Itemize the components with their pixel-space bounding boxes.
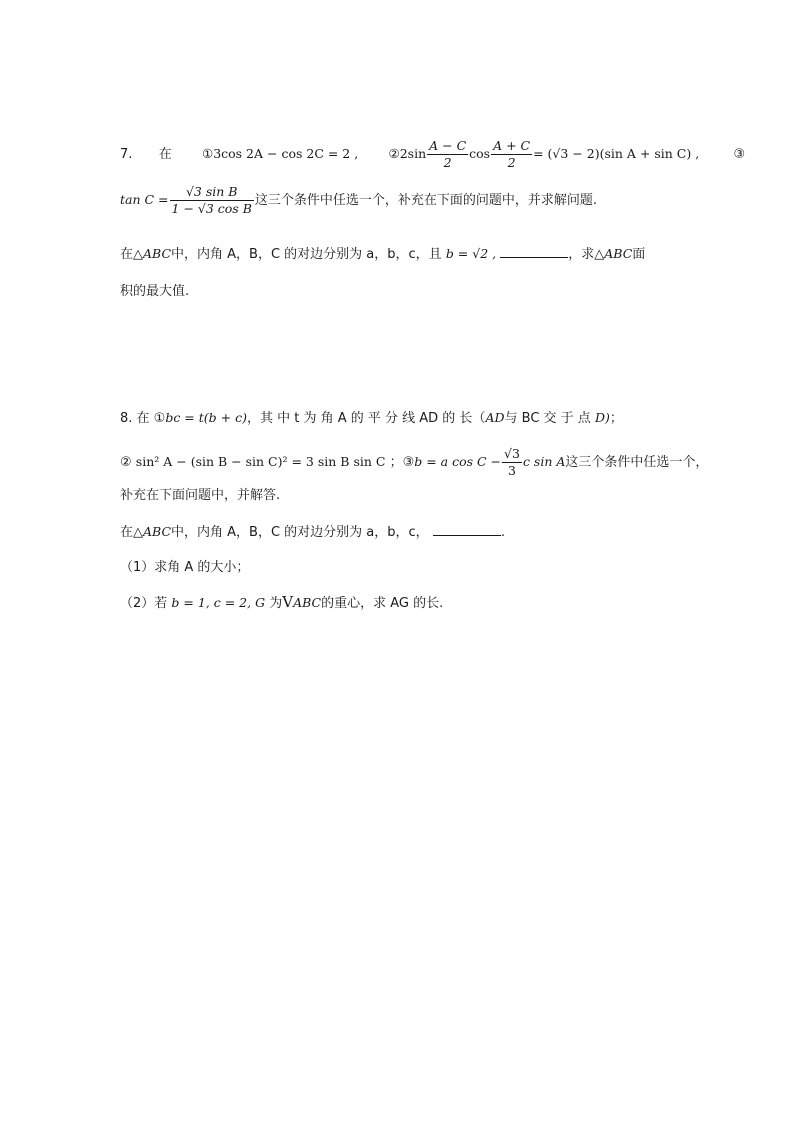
q7-condition-3-tail: 这三个条件中任选一个，补充在下面的问题中，并求解问题.: [254, 193, 598, 208]
q8-text-3: 这三个条件中任选一个，: [565, 455, 709, 470]
q8-line4: [120, 522, 505, 543]
q7-triangle-name-2: ABC: [604, 246, 633, 261]
q8-part-2-text-1: （2）若: [120, 596, 168, 611]
q8-mark-2: ②: [120, 455, 132, 470]
q7-line4: [120, 282, 189, 302]
q8-part-2-text-3: 的重心，求 AG 的长.: [321, 596, 444, 611]
q7-condition-2-suffix: = (√3 − 2)(sin A + sin C) ,: [533, 146, 700, 161]
q8-condition-3-fraction: $\frac{√3}{3}$: [504, 446, 520, 478]
q8-condition-1: bc = t(b + c): [165, 410, 247, 425]
q8-condition-3-part-1: b = a cos C −: [414, 454, 502, 469]
q8-condition-3-part-2: c sin A: [522, 454, 566, 469]
q8-line3: [120, 486, 280, 506]
q8-intro: 8. 在 ①: [120, 411, 166, 426]
q7-intro: 在: [158, 147, 172, 162]
q8-part-2-triangle-name: ABC: [293, 595, 322, 610]
q8-part-2: [120, 592, 443, 614]
q8-text-6: 中，内角 A，B，C 的对边分别为 a，b，c，: [171, 525, 429, 540]
q7-condition-3-mark: ③: [733, 147, 746, 162]
q8-line1: [120, 408, 623, 429]
q8-triangle-symbol: V: [282, 593, 294, 611]
q7-body-text-5: 积的最大值.: [120, 284, 190, 299]
q8-text-5: 在△: [120, 525, 143, 540]
q7-condition-2-fraction-1: $\frac{A - C}{2}$: [429, 138, 467, 170]
q7-condition-1: ①3cos 2A − cos 2C = 2 ,: [201, 146, 359, 161]
q7-given-condition: b = √2 ,: [445, 246, 497, 261]
q8-point-d: D): [594, 410, 610, 425]
q7-body-text-2: 中，内角 A，B，C 的对边分别为 a，b，c，且: [171, 247, 442, 262]
q7-fill-blank[interactable]: [500, 245, 568, 258]
q8-text-1: ，其 中 t 为 角 A 的 平 分 线 AD 的 长（: [246, 411, 486, 426]
q7-condition-3-lhs: tan C =: [120, 192, 169, 207]
q8-mark-3: ；③: [389, 455, 415, 470]
q7-condition-2-prefix: ②2sin: [388, 146, 427, 161]
q8-text-2: 与 BC 交 于 点: [504, 411, 591, 426]
q8-part-1-text: （1）求角 A 的大小；: [120, 560, 250, 575]
q8-text-4: 补充在下面问题中，并解答.: [120, 488, 281, 503]
q8-part-1: [120, 558, 249, 578]
q8-fill-blank[interactable]: [433, 523, 501, 536]
q7-line3: [120, 244, 645, 265]
q7-condition-3-fraction: $\frac{\text{√3 sin B}}{\text{1 − √3 cos B}}$: [171, 184, 252, 216]
q8-part-2-given: b = 1, c = 2, G: [171, 595, 266, 610]
q8-ad: AD: [485, 410, 505, 425]
q8-triangle-name: ABC: [143, 524, 172, 539]
q7-number: 7.: [120, 147, 133, 162]
q8-condition-2: sin² A − (sin B − sin C)² = 3 sin B sin C: [135, 454, 386, 469]
q7-line1: [120, 138, 745, 171]
q7-body-text-4: 面: [632, 247, 646, 262]
q8-period: .: [500, 525, 505, 540]
q8-line2: [120, 446, 708, 479]
q7-condition-2-mid: cos: [469, 146, 491, 161]
q7-line2: [120, 184, 597, 217]
q7-condition-2-fraction-2: $\frac{A + C}{2}$: [493, 138, 531, 170]
q8-part-2-text-2: 为: [269, 596, 283, 611]
q7-body-text-1: 在△: [120, 247, 143, 262]
q7-triangle-name: ABC: [143, 246, 172, 261]
q8-semicolon: ；: [609, 411, 623, 426]
q7-body-text-3: ，求△: [568, 247, 605, 262]
